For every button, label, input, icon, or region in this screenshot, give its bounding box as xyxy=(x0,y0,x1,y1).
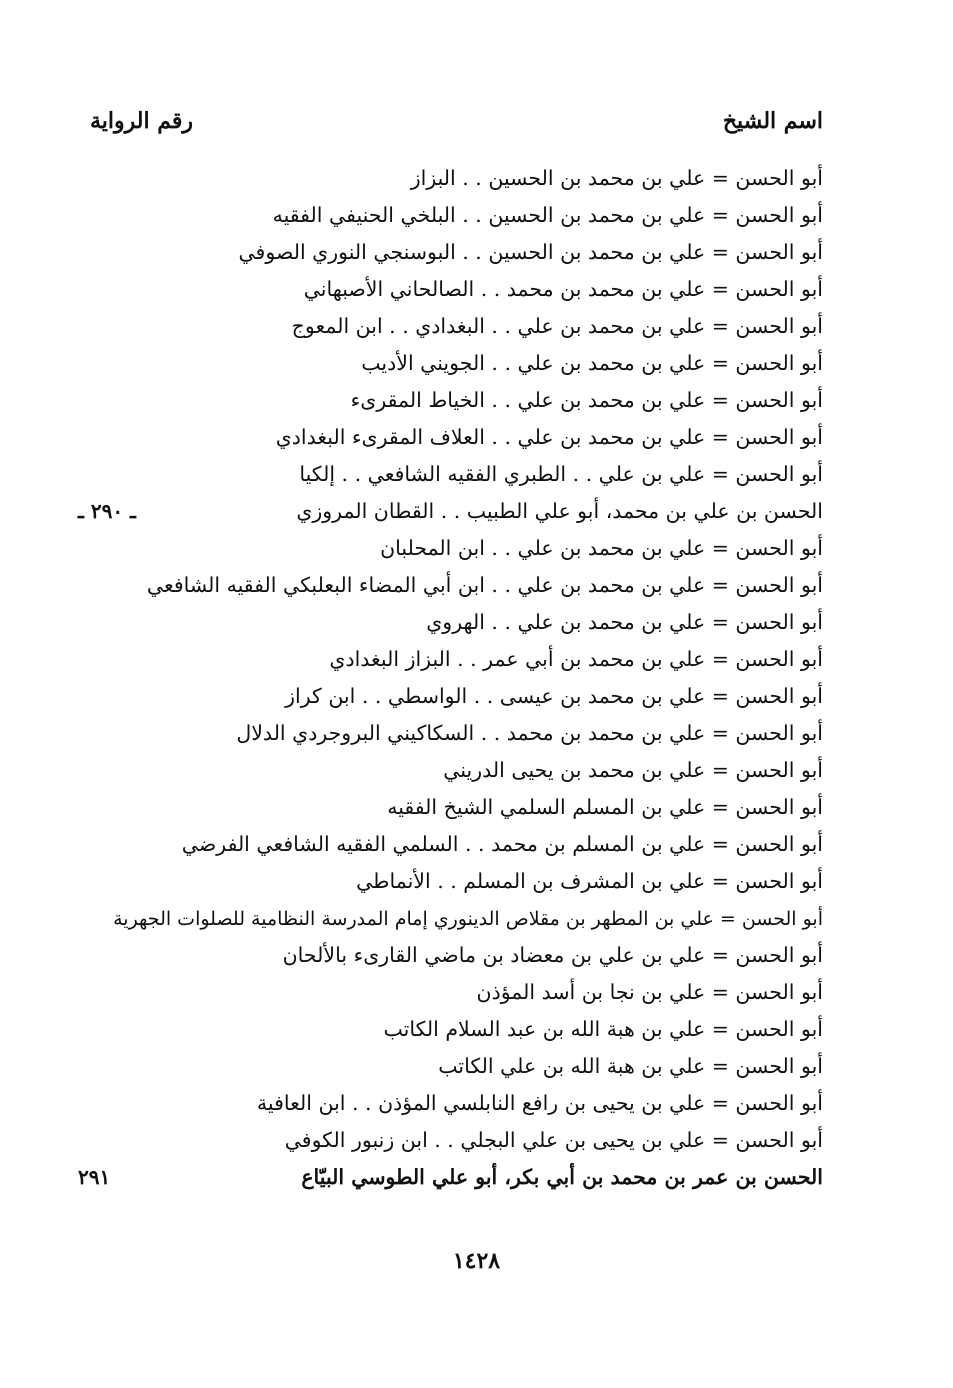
entry-text: أبو الحسن = علي بن يحيى بن رافع النابلسي المؤذن . . ابن العافية xyxy=(256,1091,823,1115)
list-item xyxy=(93,678,823,715)
entry-text: أبو الحسن = علي بن محمد بن محمد . . الصالحاني الأصبهاني xyxy=(303,277,823,301)
entry-text: أبو الحسن = علي بن محمد بن الحسين . . البزاز xyxy=(410,166,823,190)
list-item xyxy=(93,1011,823,1048)
list-item xyxy=(93,752,823,789)
list-item xyxy=(93,530,823,567)
entry-text: أبو الحسن = علي بن محمد بن علي . . الهروي xyxy=(426,610,823,634)
list-item xyxy=(93,234,823,271)
list-item xyxy=(93,863,823,900)
list-item-narrated xyxy=(78,493,823,530)
list-item xyxy=(93,604,823,641)
list-item xyxy=(93,900,823,937)
entry-text: أبو الحسن = علي بن محمد بن أبي عمر . . البزاز البغدادي xyxy=(329,647,823,671)
sheikh-name-column-header: اسم الشيخ xyxy=(722,108,823,134)
entry-text: أبو الحسن = علي بن محمد بن يحيى الدريني xyxy=(443,758,823,782)
entry-text: أبو الحسن = علي بن المسلم بن محمد . . السلمي الفقيه الشافعي الفرضي xyxy=(181,832,823,856)
entry-text: أبو الحسن = علي بن محمد بن علي . . العلاف المقرىء البغدادي xyxy=(275,425,823,449)
narration-number-column-header: رقم الرواية xyxy=(90,108,194,134)
narration-number: ـ ٢٩٠ ـ xyxy=(78,499,136,523)
list-item xyxy=(93,641,823,678)
narration-number: ٢٩١ xyxy=(78,1165,111,1189)
entry-text: أبو الحسن = علي بن محمد بن علي . . الجويني الأديب xyxy=(361,351,823,375)
list-item xyxy=(93,789,823,826)
entry-text: أبو الحسن = علي بن نجا بن أسد المؤذن xyxy=(476,980,823,1004)
list-item xyxy=(93,974,823,1011)
page-number: ١٤٢٨ xyxy=(452,1248,501,1274)
entry-text: أبو الحسن = علي بن محمد بن علي . . البغدادي . . ابن المعوج xyxy=(291,314,823,338)
list-item xyxy=(93,1085,823,1122)
list-item xyxy=(93,826,823,863)
list-item xyxy=(93,345,823,382)
entry-text: أبو الحسن = علي بن علي بن معضاد بن ماضي القارىء بالألحان xyxy=(282,943,823,967)
list-item xyxy=(93,308,823,345)
entry-text: أبو الحسن = علي بن محمد بن علي . . ابن المحلبان xyxy=(380,536,823,560)
list-item xyxy=(93,160,823,197)
entry-text: الحسن بن عمر بن محمد بن أبي بكر، أبو علي الطوسي البيّاع xyxy=(301,1165,823,1189)
entry-text: أبو الحسن = علي بن علي . . الطبري الفقيه الشافعي . . إلكيا xyxy=(299,462,823,486)
list-item xyxy=(93,456,823,493)
entry-text: أبو الحسن = علي بن محمد بن علي . . الخياط المقرىء xyxy=(350,388,823,412)
list-item xyxy=(93,382,823,419)
list-item xyxy=(93,419,823,456)
list-item-narrated xyxy=(78,1159,823,1196)
entry-text: أبو الحسن = علي بن محمد بن عيسى . . الواسطي . . ابن كراز xyxy=(285,684,823,708)
entry-text: أبو الحسن = علي بن هبة الله بن عبد السلام الكاتب xyxy=(383,1017,823,1041)
list-item xyxy=(93,1048,823,1085)
list-item xyxy=(93,197,823,234)
entry-text: أبو الحسن = علي بن هبة الله بن علي الكاتب xyxy=(438,1054,823,1078)
entry-text: أبو الحسن = علي بن يحيى بن علي البجلي . . ابن زنبور الكوفي xyxy=(284,1128,823,1152)
entry-text: أبو الحسن = علي بن محمد بن الحسين . . البوسنجي النوري الصوفي xyxy=(238,240,823,264)
sheikh-entries-list xyxy=(78,160,823,1196)
list-item xyxy=(93,715,823,752)
list-item xyxy=(93,1122,823,1159)
entry-text: أبو الحسن = علي بن المطهر بن مقلاص الدينوري إمام المدرسة النظامية للصلوات الجهرية xyxy=(113,908,823,930)
entry-text: أبو الحسن = علي بن محمد بن علي . . ابن أبي المضاء البعلبكي الفقيه الشافعي xyxy=(146,573,823,597)
entry-text: الحسن بن علي بن محمد، أبو علي الطبيب . . القطان المروزي xyxy=(296,499,823,523)
list-item xyxy=(93,271,823,308)
entry-text: أبو الحسن = علي بن المسلم السلمي الشيخ الفقيه xyxy=(387,795,823,819)
list-item xyxy=(93,937,823,974)
entry-text: أبو الحسن = علي بن المشرف بن المسلم . . الأنماطي xyxy=(356,869,823,893)
list-item xyxy=(93,567,823,604)
entry-text: أبو الحسن = علي بن محمد بن محمد . . السكاكيني البروجردي الدلال xyxy=(236,721,823,745)
entry-text: أبو الحسن = علي بن محمد بن الحسين . . البلخي الحنيفي الفقيه xyxy=(272,203,823,227)
